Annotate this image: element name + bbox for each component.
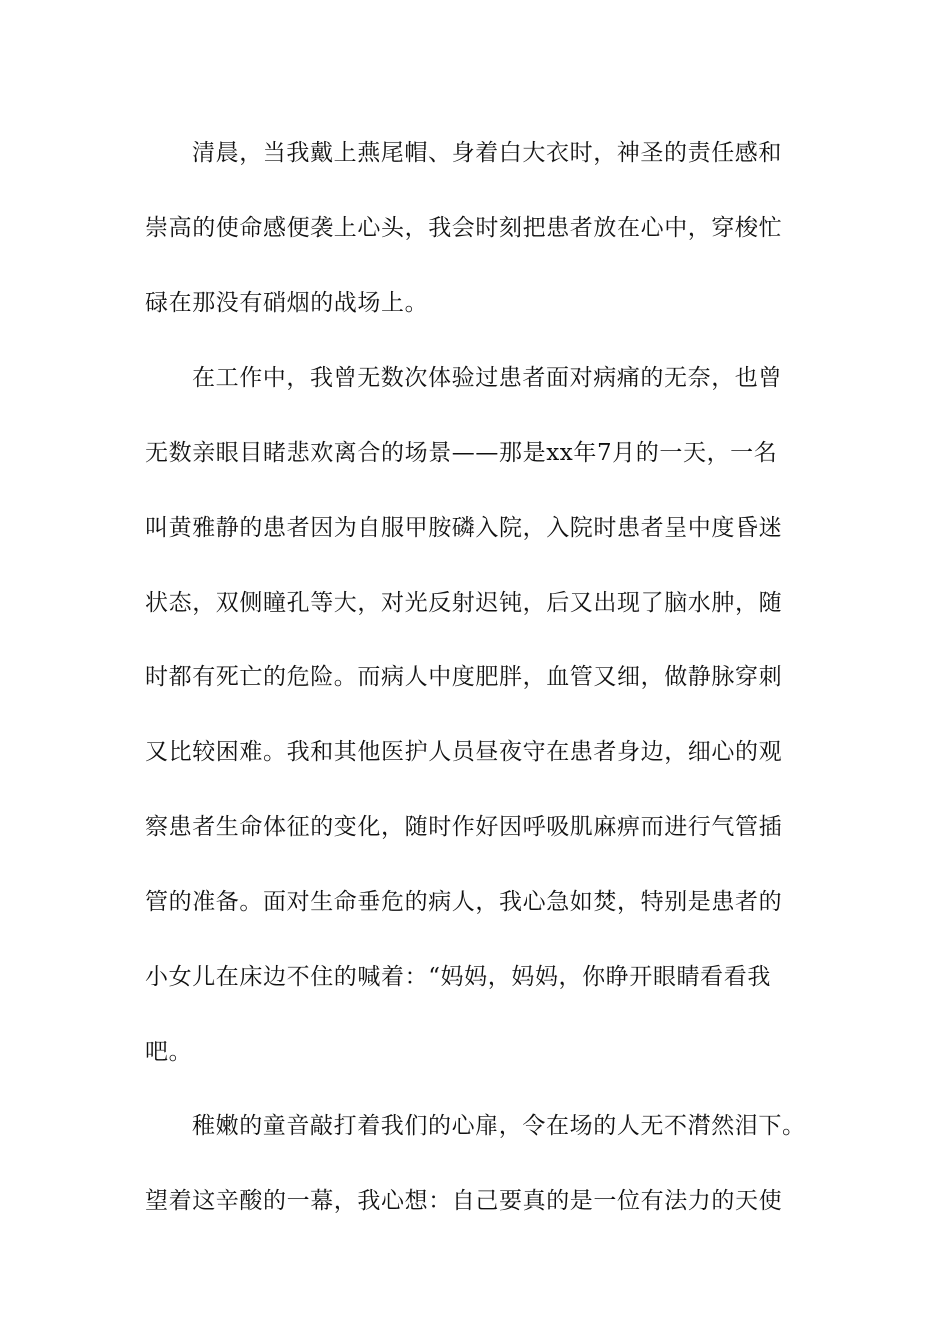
paragraph-1-line-3: 碌在那没有硝烟的战场上。 bbox=[145, 290, 429, 316]
paragraph-2-line-7: 察患者生命体征的变化，随时作好因呼吸肌麻痹而进行气管插 bbox=[145, 814, 783, 840]
paragraph-3-line-1: 稚嫩的童音敲打着我们的心扉，令在场的人无不潸然泪下。 bbox=[192, 1113, 806, 1139]
paragraph-2-line-6: 又比较困难。我和其他医护人员昼夜守在患者身边，细心的观 bbox=[145, 739, 783, 765]
paragraph-2-line-8: 管的准备。面对生命垂危的病人，我心急如焚，特别是患者的 bbox=[145, 889, 783, 915]
paragraph-2-line-2: 无数亲眼目睹悲欢离合的场景——那是xx年7月的一天，一名 bbox=[145, 440, 778, 466]
paragraph-2-line-5: 时都有死亡的危险。而病人中度肥胖，血管又细，做静脉穿刺 bbox=[145, 664, 783, 690]
paragraph-2-line-3: 叫黄雅静的患者因为自服甲胺磷入院，入院时患者呈中度昏迷 bbox=[145, 515, 783, 541]
paragraph-3-line-2: 望着这辛酸的一幕，我心想：自己要真的是一位有法力的天使 bbox=[145, 1188, 783, 1214]
paragraph-1-line-1: 清晨，当我戴上燕尾帽、身着白大衣时，神圣的责任感和 bbox=[192, 140, 782, 166]
paragraph-1-line-2: 崇高的使命感便袭上心头，我会时刻把患者放在心中，穿梭忙 bbox=[145, 215, 783, 241]
paragraph-2-line-9: 小女儿在床边不住的喊着：“妈妈，妈妈，你睁开眼睛看看我 bbox=[145, 964, 771, 990]
paragraph-2-line-10: 吧。 bbox=[145, 1039, 193, 1065]
paragraph-2-line-1: 在工作中，我曾无数次体验过患者面对病痛的无奈，也曾 bbox=[192, 365, 782, 391]
paragraph-2-line-4: 状态，双侧瞳孔等大，对光反射迟钝，后又出现了脑水肿，随 bbox=[145, 590, 783, 616]
